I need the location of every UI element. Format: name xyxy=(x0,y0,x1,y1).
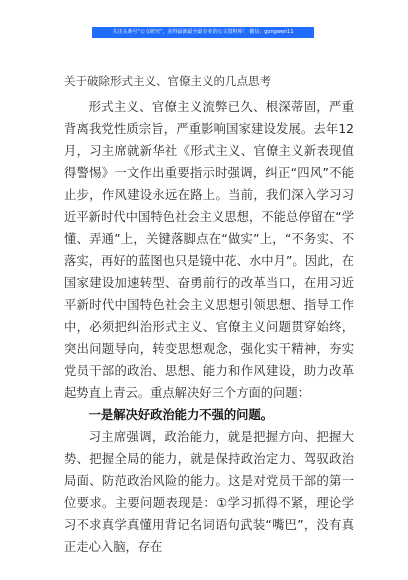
paragraph-2: 习主席强调，政治能力，就是把握方向、把握大势、把握全局的能力，就是保持政治定力、驾驭政治局面、防范政治风险的能力。这是对党员干部的第一位要求。主要问题表现是：①学习抓得不紧，理论学习不求真学真懂用背记名词语句武装“嘴巴”，没有真正走心入脑，存在 xyxy=(64,430,354,554)
document-title: 关于破除形式主义、官僚主义的几点思考 xyxy=(64,74,271,88)
paragraph-1: 形式主义、官僚主义流弊已久、根深蒂固，严重背离我党性质宗旨，严重影响国家建设发展。去年12月，习主席就新华社《形式主义、官僚主义新表现值得警惕》一文作出重要指示时强调，纠正“四风”不能止步，作风建设永远在路上。当前，我们深入学习习近平新时代中国特色社会主义思想，不能总停留在“学懂、弄通”上，关键落脚点在“做实”上，“不务实、不落实，再好的蓝图也只是镜中花、水中月”。因此，在国家建设加速转型、奋勇前行的改革当口，在用习近平新时代中国特色社会主义思想引领思想、指导工作中，必须把纠治形式主义、官僚主义问题贯穿始终，突出问题导向，转变思想观念，强化实干精神，夯实党员干部的政治、思想、能力和作风建设，助力改革起势直上青云。重点解决好三个方面的问题： xyxy=(64,100,354,400)
promo-banner[interactable]: 关注头条号“公文研究”，获得最新最全最专业的公文资料库！ 微信：gongwen11 xyxy=(92,27,314,38)
section-heading-1: 一是解决好政治能力不强的问题。 xyxy=(88,408,274,422)
document-body xyxy=(64,96,354,558)
